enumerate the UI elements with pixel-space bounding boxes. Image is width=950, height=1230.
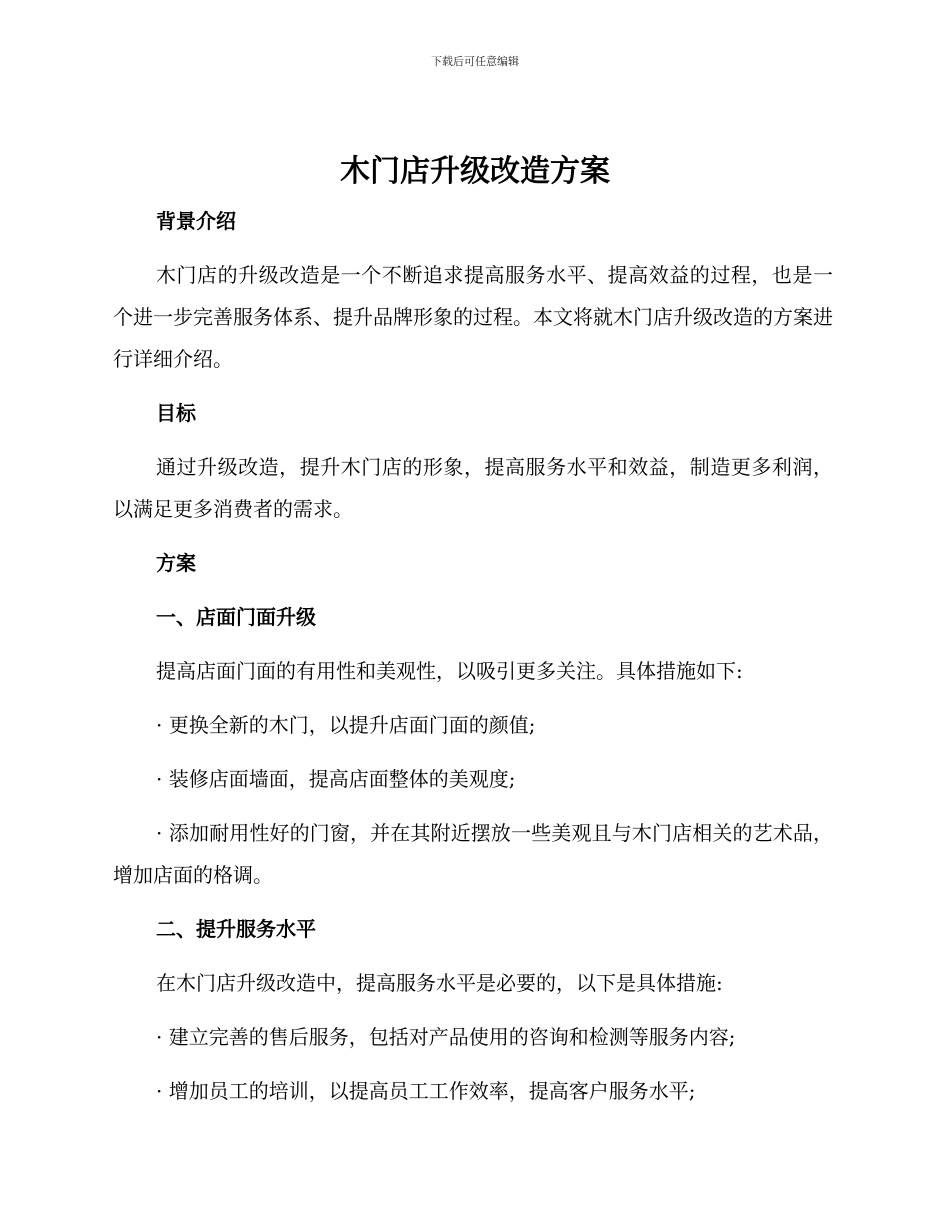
header-note: 下载后可任意编辑 [431,55,519,68]
list-item: · 增加员工的培训，以提高员工工作效率，提高客户服务水平; [156,1079,696,1103]
section-heading-goal: 目标 [156,401,196,425]
list-item: · 添加耐用性好的门窗，并在其附近摆放一些美观且与木门店相关的艺术品，增加店面的格调。 [113,821,833,887]
list-item: · 建立完善的售后服务，包括对产品使用的咨询和检测等服务内容; [156,1025,736,1049]
paragraph-background: 木门店的升级改造是一个不断追求提高服务水平、提高效益的过程，也是一个进一步完善服务体系、提升品牌形象的过程。本文将就木门店升级改造的方案进行详细介绍。 [113,263,833,371]
section-heading-background: 背景介绍 [156,209,236,233]
section-heading-service: 二、提升服务水平 [156,917,316,941]
section-heading-storefront: 一、店面门面升级 [156,605,316,629]
paragraph-goal: 通过升级改造，提升木门店的形象，提高服务水平和效益，制造更多利润，以满足更多消费者的需求。 [113,455,833,521]
document-title: 木门店升级改造方案 [340,154,610,189]
list-item: · 更换全新的木门，以提升店面门面的颜值; [156,713,536,737]
list-item: · 装修店面墙面，提高店面整体的美观度; [156,767,516,791]
paragraph-storefront-intro: 提高店面门面的有用性和美观性，以吸引更多关注。具体措施如下: [156,659,743,683]
section-heading-plan: 方案 [156,551,196,575]
paragraph-service-intro: 在木门店升级改造中，提高服务水平是必要的，以下是具体措施: [156,971,723,995]
document-body [113,200,833,1124]
